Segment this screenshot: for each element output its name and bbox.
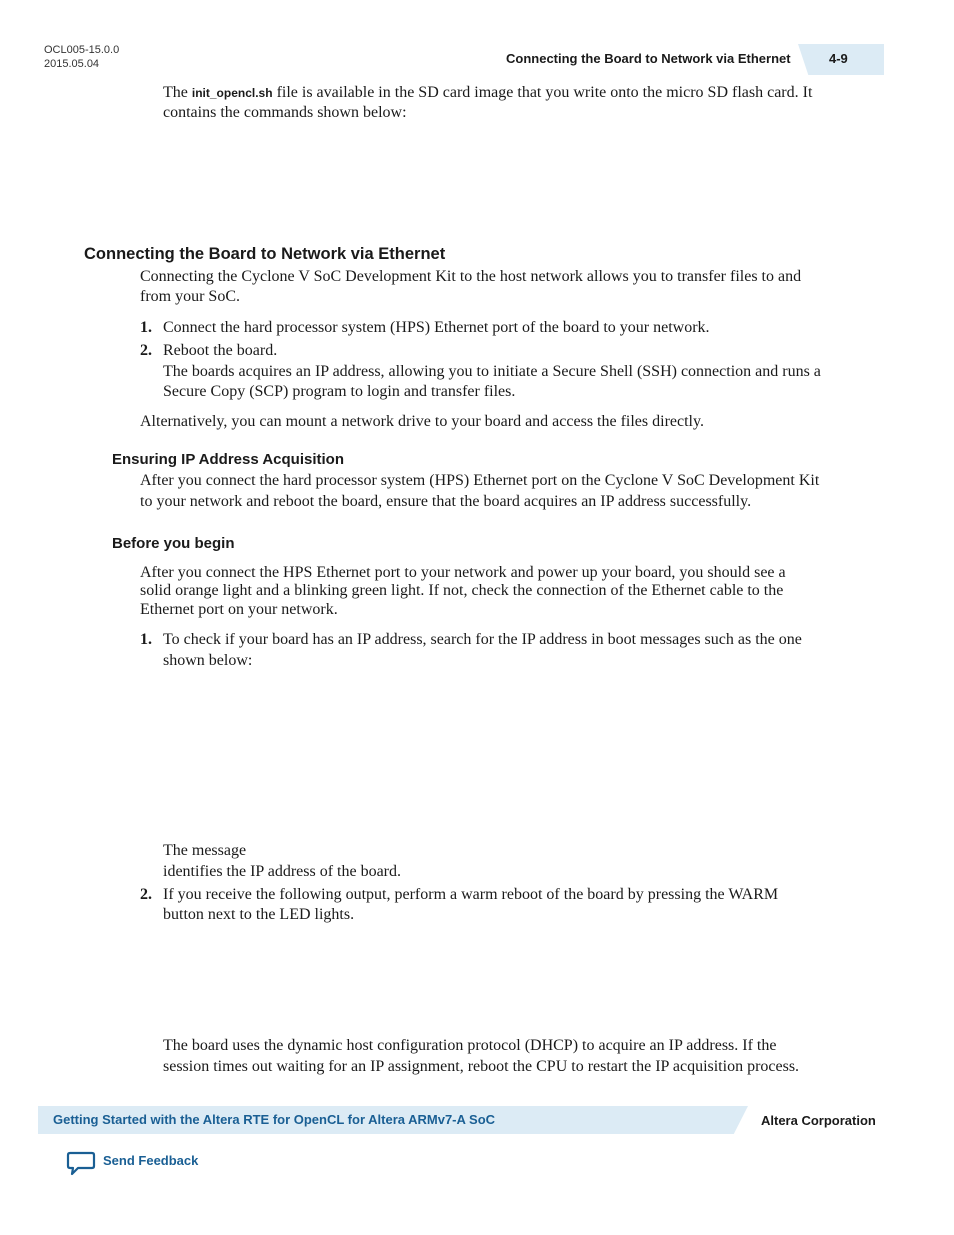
page-number: 4-9 (829, 51, 848, 66)
heading-ip-acquisition: Ensuring IP Address Acquisition (112, 451, 344, 468)
footer-doc-title-link[interactable]: Getting Started with the Altera RTE for OpenCL for Altera ARMv7-A SoC (53, 1112, 496, 1127)
intro-line-1: The init_opencl.sh file is available in the SD card image that you write onto the micro SD flash card. It (163, 84, 813, 101)
heading-before-you-begin: Before you begin (112, 535, 235, 552)
intro-line-2: contains the commands shown below: (163, 104, 407, 121)
s1-step1-text: Connect the hard processor system (HPS) Ethernet port of the board to your network. (163, 319, 710, 336)
s3-para-line-1: After you connect the HPS Ethernet port to your network and power up your board, you should see a (140, 564, 786, 581)
s3-dhcp-line-1: The board uses the dynamic host configuration protocol (DHCP) to acquire an IP address. If the (163, 1037, 777, 1054)
s1-step2-detail-2: Secure Copy (SCP) program to login and transfer files. (163, 383, 516, 400)
s1-step2-detail-1: The boards acquires an IP address, allowing you to initiate a Secure Shell (SSH) connection and runs a (163, 363, 821, 380)
s1-step2-number: 2. (140, 342, 152, 359)
heading-connecting-board: Connecting the Board to Network via Ethernet (84, 245, 446, 263)
send-feedback-link[interactable]: Send Feedback (103, 1153, 199, 1168)
s3-para-line-3: Ethernet port on your network. (140, 601, 338, 618)
header-section-title: Connecting the Board to Network via Ethernet (506, 51, 791, 66)
s3-step1-number: 1. (140, 631, 152, 648)
s3-step1-line-1: To check if your board has an IP address, search for the IP address in boot messages such as the one (163, 631, 802, 648)
s3-step2-number: 2. (140, 886, 152, 903)
s2-para-line-1: After you connect the hard processor system (HPS) Ethernet port on the Cyclone V SoC Development Kit (140, 472, 820, 489)
s3-step2-line-2: button next to the LED lights. (163, 906, 355, 923)
s3-step2-line-1: If you receive the following output, perform a warm reboot of the board by pressing the WARM (163, 886, 779, 903)
s3-para-line-2: solid orange light and a blinking green light. If not, check the connection of the Ethernet cable to the (140, 582, 784, 599)
s1-alternative: Alternatively, you can mount a network drive to your board and access the files directly. (140, 413, 704, 430)
s3-step1-line-2: shown below: (163, 652, 253, 669)
s2-para-line-2: to your network and reboot the board, ensure that the board acquires an IP address successfully. (140, 493, 752, 510)
s3-message-line-1: The message (163, 842, 247, 859)
s3-message-line-2: identifies the IP address of the board. (163, 863, 402, 880)
filename-init-opencl: init_opencl.sh (191, 86, 273, 100)
doc-id-block (44, 43, 119, 71)
s1-para-line-2: from your SoC. (140, 288, 240, 305)
doc-date: 2015.05.04 (44, 58, 100, 70)
s1-step1-number: 1. (140, 319, 152, 336)
speech-bubble-icon[interactable] (66, 1151, 96, 1177)
s3-dhcp-line-2: session times out waiting for an IP assignment, reboot the CPU to restart the IP acquisition process. (163, 1058, 800, 1075)
doc-id: OCL005-15.0.0 (44, 44, 120, 56)
s1-step2-text: Reboot the board. (163, 342, 278, 359)
s1-para-line-1: Connecting the Cyclone V SoC Development Kit to the host network allows you to transfer files to and (140, 268, 802, 285)
footer-company: Altera Corporation (761, 1113, 876, 1128)
